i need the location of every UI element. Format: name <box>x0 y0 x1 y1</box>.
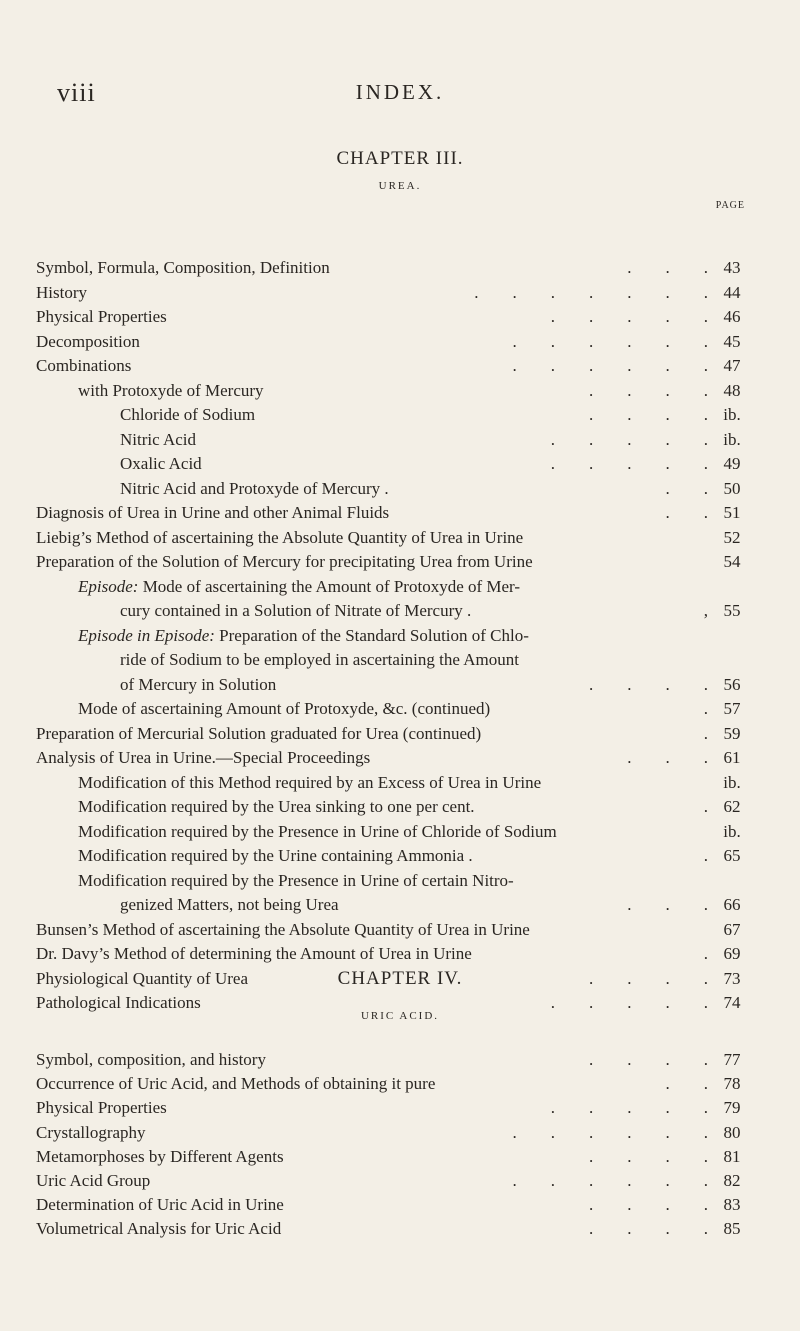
entry-leader-dots: . . . . <box>589 968 708 988</box>
entry-title <box>120 648 519 672</box>
entry-text: Modification of this Method required by an Excess of Urea in Urine <box>78 772 542 792</box>
entry-leader-dots: . . . . <box>589 380 708 400</box>
entry-leader-dots: . <box>703 846 708 865</box>
entry-title <box>36 256 330 280</box>
entry-title <box>36 1072 435 1096</box>
entry-text: Preparation of Mercurial Solution graduated for Urea (continued) <box>36 723 482 743</box>
entry-text: Combinations <box>36 356 132 375</box>
entry-text: of Mercury in Solution <box>120 674 277 694</box>
entry-title <box>120 673 276 697</box>
entry-text: History <box>36 282 87 302</box>
entry-page-number: 81 <box>723 1146 741 1166</box>
entry-italic-label: Episode in Episode: <box>78 625 215 645</box>
entry-text: Uric Acid Group <box>36 1171 151 1190</box>
entry-text: Modification required by the Presence in Urine of certain Nitro- <box>78 870 514 890</box>
entry-title <box>36 722 481 746</box>
chapter-iv-subject: URIC ACID. <box>360 1010 440 1022</box>
entry-text: Preparation of the Solution of Mercury for precipitating Urea from Urine <box>36 552 533 571</box>
entry-text: cury contained in a Solution of Nitrate of Mercury . <box>120 601 472 620</box>
entry-page-number: 74 <box>723 993 741 1012</box>
entry-leader-dots: . . . <box>627 895 708 914</box>
entry-text: Occurrence of Uric Acid, and Methods of obtaining it pure <box>36 1074 436 1094</box>
entry-leader-dots: . . . . . . <box>512 1122 708 1142</box>
entry-page-number: 45 <box>723 331 741 351</box>
entry-page-number: 77 <box>723 1050 741 1069</box>
entry-page-number: 67 <box>723 919 741 939</box>
entry-leader-dots: . . . . <box>589 1146 708 1166</box>
entry-page-number: 85 <box>723 1219 741 1239</box>
entry-leader-dots: . <box>703 944 708 963</box>
entry-title <box>78 379 264 403</box>
entry-page-number: 49 <box>723 454 741 473</box>
entry-text: Liebig’s Method of ascertaining the Absolute Quantity of Urea in Urine <box>36 527 524 547</box>
entry-page-number: 65 <box>723 846 741 865</box>
entry-title <box>120 893 339 917</box>
entry-text: Oxalic Acid <box>120 454 202 473</box>
entry-text: Dr. Davy’s Method of determining the Amount of Urea in Urine <box>36 944 472 963</box>
entry-title <box>78 869 514 893</box>
entry-page-number: 80 <box>723 1122 741 1142</box>
entry-title <box>36 991 201 1015</box>
entry-title <box>120 403 255 427</box>
entry-text: Modification required by the Urea sinking to one per cent. <box>78 797 475 816</box>
entry-page-number: 79 <box>723 1098 741 1118</box>
entry-text: Metamorphoses by Different Agents <box>36 1146 284 1166</box>
entry-title <box>120 477 389 501</box>
entry-leader-dots: . . . . . . <box>512 1171 708 1190</box>
entry-page-number: 59 <box>723 723 741 743</box>
entry-text: Nitric Acid and Protoxyde of Mercury . <box>120 478 389 498</box>
entry-text: Chloride of Sodium <box>120 405 256 424</box>
chapter-iii-subject: UREA. <box>378 180 422 192</box>
entry-leader-dots: . . . . . . <box>512 331 708 351</box>
entry-leader-dots: . <box>703 797 708 816</box>
entry-page-number: 54 <box>723 552 741 571</box>
entry-leader-dots: . . . . . <box>550 454 708 473</box>
chapter-iv-title: CHAPTER IV. <box>337 968 463 989</box>
entry-leader-dots: . . . . <box>589 405 708 424</box>
entry-leader-dots: . . . . . <box>550 993 708 1012</box>
entry-text: Crystallography <box>36 1122 146 1142</box>
chapter-iii-title: CHAPTER III. <box>336 148 464 169</box>
entry-page-number: 82 <box>723 1171 741 1190</box>
entry-title <box>36 1217 281 1241</box>
entry-title <box>36 1193 284 1217</box>
entry-title <box>36 305 167 329</box>
entry-text: Decomposition <box>36 331 140 351</box>
entry-title <box>78 624 529 648</box>
entry-text: Physical Properties <box>36 1098 167 1118</box>
entry-title <box>120 452 202 476</box>
entry-page-number: ib. <box>723 429 741 449</box>
entry-title <box>78 575 520 599</box>
entry-text: Volumetrical Analysis for Uric Acid <box>36 1219 282 1239</box>
entry-title <box>36 550 533 574</box>
entry-text: Diagnosis of Urea in Urine and other Animal Fluids <box>36 503 390 522</box>
entry-page-number: 52 <box>723 527 741 547</box>
entry-title <box>36 281 87 305</box>
entry-text: Modification required by the Urine containing Ammonia . <box>78 846 473 865</box>
entry-title <box>36 1145 284 1169</box>
entry-page-number: 55 <box>723 601 741 620</box>
page-number: viii <box>57 78 96 107</box>
entry-page-number: 83 <box>723 1195 741 1215</box>
entry-page-number: 56 <box>723 674 741 694</box>
entry-text: Pathological Indications <box>36 993 201 1012</box>
entry-text: Mode of ascertaining Amount of Protoxyde, &c. (continued) <box>78 699 491 718</box>
entry-text: ride of Sodium to be employed in ascertaining the Amount <box>120 650 519 669</box>
entry-text: Symbol, composition, and history <box>36 1050 266 1069</box>
entry-italic-label: Episode: <box>78 576 139 596</box>
entry-title <box>36 1121 146 1145</box>
running-head: INDEX. <box>355 80 445 104</box>
entry-page-number: 73 <box>723 968 741 988</box>
entry-title <box>36 942 472 966</box>
entry-title <box>36 967 248 991</box>
entry-title <box>36 526 523 550</box>
entry-page-number: 78 <box>723 1074 741 1094</box>
entry-leader-dots: . . <box>665 478 708 498</box>
entry-title <box>36 330 140 354</box>
entry-title <box>36 1096 167 1120</box>
entry-text: Physical Properties <box>36 307 167 326</box>
entry-leader-dots: . . <box>665 503 708 522</box>
entry-page-number: 51 <box>723 503 741 522</box>
entry-page-number: ib. <box>723 772 741 792</box>
entry-page-number: 43 <box>723 258 741 277</box>
entry-title <box>78 820 557 844</box>
entry-title <box>36 501 389 525</box>
entry-text: Nitric Acid <box>120 429 197 449</box>
entry-title <box>36 746 370 770</box>
entry-page-number: ib. <box>723 405 741 424</box>
entry-leader-dots: . . . . . . . <box>474 282 708 302</box>
entry-text: genized Matters, not being Urea <box>120 895 339 914</box>
entry-text: with Protoxyde of Mercury <box>78 380 264 400</box>
entry-leader-dots: , <box>703 601 708 620</box>
entry-page-number: 69 <box>723 944 741 963</box>
entry-title <box>36 1048 266 1072</box>
entry-title <box>78 844 473 868</box>
entry-title <box>78 771 541 795</box>
entry-text: Physiological Quantity of Urea <box>36 968 248 988</box>
entry-title <box>78 795 475 819</box>
entry-text: Symbol, Formula, Composition, Definition <box>36 258 330 277</box>
entry-page-number: 66 <box>723 895 741 914</box>
entry-text: Analysis of Urea in Urine.—Special Proceedings <box>36 748 371 767</box>
entry-leader-dots: . . . . <box>589 1195 708 1215</box>
entry-page-number: 62 <box>723 797 741 816</box>
entry-leader-dots: . . . . . <box>550 1098 708 1118</box>
page-column-label: PAGE <box>715 200 745 211</box>
entry-leader-dots: . . . . <box>589 1219 708 1239</box>
entry-page-number: 50 <box>723 478 741 498</box>
entry-title <box>120 599 471 623</box>
entry-leader-dots: . . . . <box>589 1050 708 1069</box>
entry-page-number: ib. <box>723 821 741 841</box>
entry-leader-dots: . . . <box>627 748 708 767</box>
entry-text: Determination of Uric Acid in Urine <box>36 1195 284 1215</box>
entry-page-number: 61 <box>723 748 741 767</box>
entry-text: Mode of ascertaining the Amount of Protoxyde of Mer- <box>138 576 521 596</box>
entry-leader-dots: . . . . . . <box>512 356 708 375</box>
entry-leader-dots: . . <box>665 1074 708 1094</box>
entry-page-number: 48 <box>723 380 741 400</box>
entry-page-number: 44 <box>723 282 741 302</box>
entry-text: Modification required by the Presence in Urine of Chloride of Sodium <box>78 821 557 841</box>
entry-title <box>36 1169 150 1193</box>
entry-text: Preparation of the Standard Solution of Chlo- <box>214 625 529 645</box>
entry-text: Bunsen’s Method of ascertaining the Absolute Quantity of Urea in Urine <box>36 919 530 939</box>
entry-leader-dots: . . . . . <box>550 307 708 326</box>
page-header <box>0 78 800 108</box>
entry-leader-dots: . . . . <box>589 674 708 694</box>
entry-title <box>120 428 196 452</box>
entry-leader-dots: . <box>703 723 708 743</box>
entry-leader-dots: . . . <box>627 258 708 277</box>
entry-page-number: 57 <box>723 699 741 718</box>
entry-title <box>36 354 131 378</box>
entry-page-number: 47 <box>723 356 741 375</box>
entry-title <box>78 697 490 721</box>
entry-title <box>36 918 530 942</box>
entry-leader-dots: . <box>703 699 708 718</box>
entry-page-number: 46 <box>723 307 741 326</box>
entry-leader-dots: . . . . . <box>550 429 708 449</box>
